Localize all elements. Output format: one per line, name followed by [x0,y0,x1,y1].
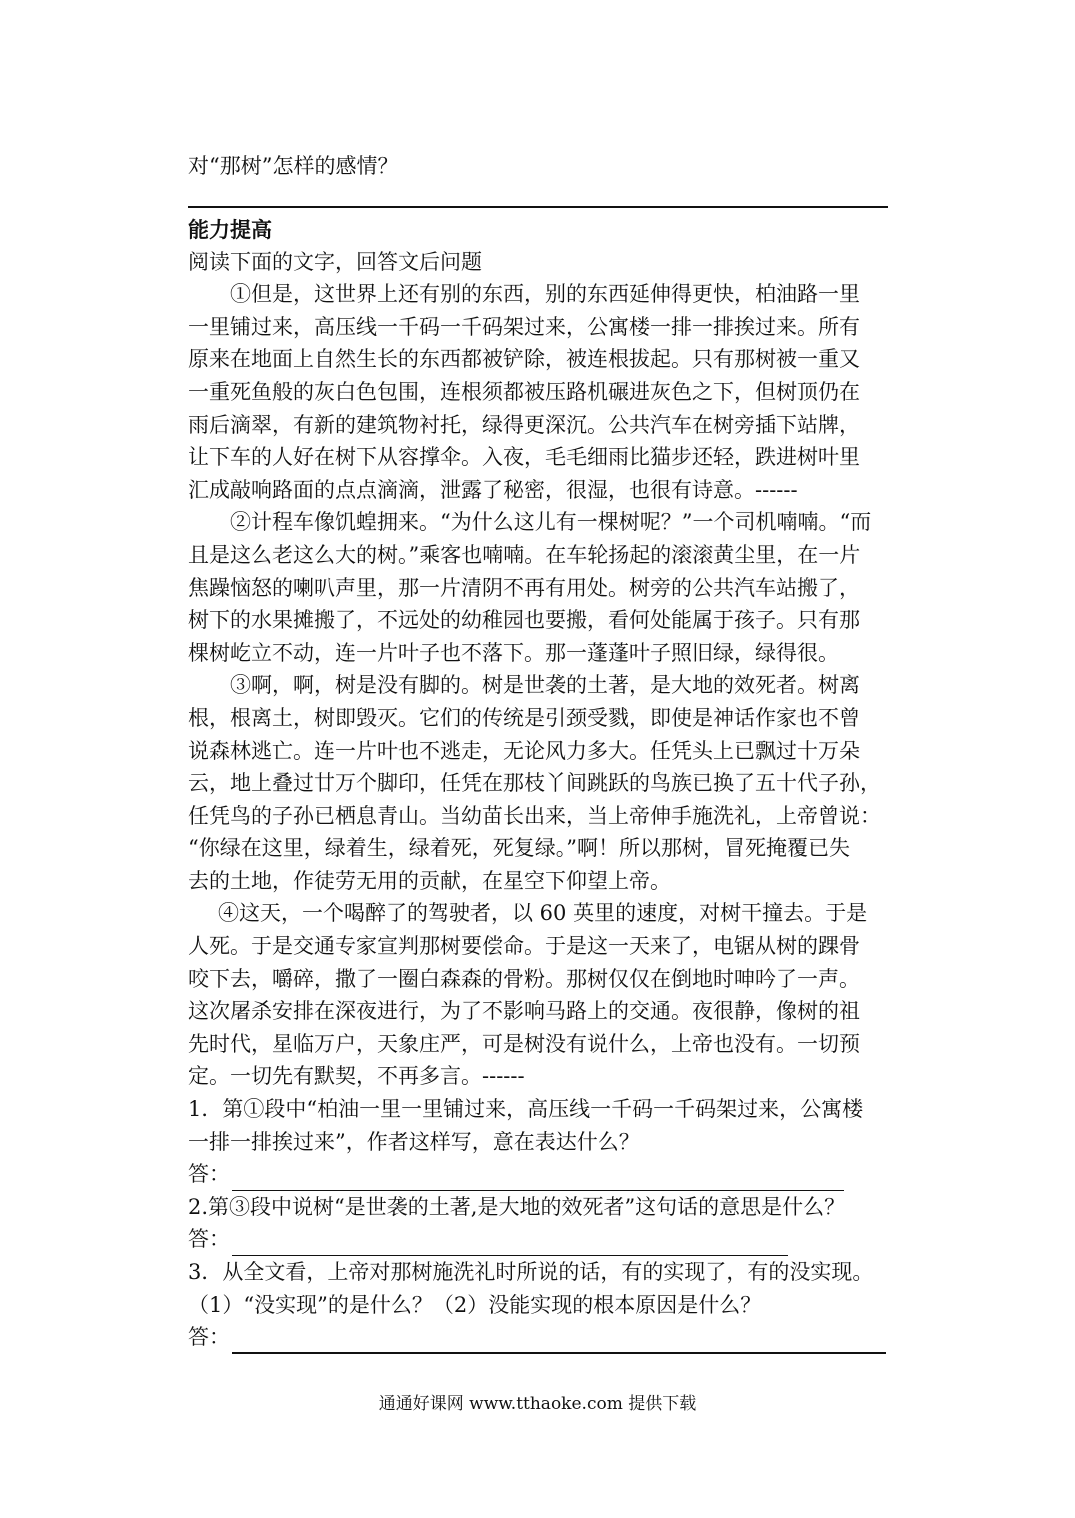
instruction: 阅读下面的文字，回答文后问题 [188,249,482,274]
passage-line: 一里铺过来，高压线一千码一千码架过来，公寓楼一排一排挨过来。所有 [188,314,860,339]
passage-line: 棵树屹立不动，连一片叶子也不落下。那一蓬蓬叶子照旧绿，绿得很。 [188,640,839,665]
question-1 [188,1093,888,1191]
answer-row [188,1321,888,1354]
paragraph-2 [188,506,888,669]
section-title: 能力提高 [188,217,272,242]
passage-line: 树下的水果摊搬了，不远处的幼稚园也要搬，看何处能属于孩子。只有那 [188,608,860,633]
question-text: 一排一排挨过来”，作者这样写，意在表达什么？ [188,1129,640,1154]
passage-line: 根，根离土，树即毁灭。它们的传统是引颈受戮，即使是神话作家也不曾 [188,705,860,730]
passage-line: 让下车的人好在树下从容撑伞。入夜，毛毛细雨比猫步还轻，跌进树叶里 [188,445,860,470]
passage-line: ①但是，这世界上还有别的东西，别的东西延伸得更快，柏油路一里 [230,282,860,307]
passage-line: 一重死鱼般的灰白色包围，连根须都被压路机碾进灰色之下，但树顶仍在 [188,379,860,404]
passage-line: ④这天，一个喝醉了的驾驶者，以 60 英里的速度，对树干撞去。于是 [218,901,868,926]
passage-line: “你绿在这里，绿着生，绿着死，死复绿。”啊！所以那树，冒死掩覆已失 [188,836,850,861]
passage-line: 原来在地面上自然生长的东西都被铲除，被连根拔起。只有那树被一重又 [188,347,860,372]
document-page [188,150,888,1354]
answer-label: 答： [188,1227,230,1252]
passage-line: 且是这么老这么大的树。”乘客也喃喃。在车轮扬起的滚滚黄尘里，在一片 [188,542,861,567]
answer-blank-2[interactable] [232,1233,788,1256]
passage-line: 人死。于是交通专家宣判那树要偿命。于是这一天来了，电锯从树的踝骨 [188,934,860,959]
paragraph-3 [188,669,888,897]
passage-line: ③啊，啊，树是没有脚的。树是世袭的土著，是大地的效死者。树离 [230,673,860,698]
answer-row [188,1158,888,1191]
top-line: 对“那树”怎样的感情？ [188,154,399,178]
question-text: 1．第①段中“柏油一里一里铺过来，高压线一千码一千码架过来，公寓楼 [188,1097,864,1122]
question-3 [188,1256,888,1354]
question-2 [188,1191,888,1256]
answer-label: 答： [188,1162,230,1187]
passage-line: 云，地上叠过廿万个脚印，任凭在那枝丫间跳跃的鸟族已换了五十代子孙， [188,771,881,796]
paragraph-4 [188,897,888,1093]
question-text: （1）“没实现”的是什么？（2）没能实现的根本原因是什么？ [188,1292,762,1317]
question-text: 2.第③段中说树“是世袭的土著,是大地的效死者”这句话的意思是什么？ [188,1194,846,1219]
passage-line: 定。一切先有默契，不再多言。------ [188,1064,525,1089]
footer-credit: 通通好课网 www.tthaoke.com 提供下载 [378,1394,697,1414]
question-text: 3．从全文看，上帝对那树施洗礼时所说的话，有的实现了，有的没实现。 [188,1260,874,1284]
passage-line: ②计程车像饥蝗拥来。“为什么这儿有一棵树呢？”一个司机喃喃。“而 [230,510,872,535]
section-divider [188,206,888,208]
passage-line: 说森林逃亡。连一片叶也不逃走，无论风力多大。任凭头上已飘过十万朵 [188,738,860,763]
passage-line: 焦躁恼怒的喇叭声里，那一片清阴不再有用处。树旁的公共汽车站搬了， [188,575,860,600]
passage-line: 去的土地，作徒劳无用的贡献，在星空下仰望上帝。 [188,868,671,893]
passage-line: 先时代，星临万户，天象庄严，可是树没有说什么，上帝也没有。一切预 [188,1031,860,1056]
answer-blank-1[interactable] [232,1168,844,1191]
passage-line: 任凭鸟的子孙已栖息青山。当幼苗长出来，当上帝伸手施洗礼，上帝曾说： [188,803,881,828]
paragraph-1 [188,278,888,506]
passage-line: 咬下去，嚼碎，撒了一圈白森森的骨粉。那树仅仅在倒地时呻吟了一声。 [188,966,860,991]
answer-label: 答： [188,1325,230,1350]
passage-line: 汇成敲响路面的点点滴滴，泄露了秘密，很湿，也很有诗意。------ [188,477,798,502]
answer-row [188,1223,888,1256]
answer-blank-3[interactable] [232,1330,886,1354]
passage-line: 这次屠杀安排在深夜进行，为了不影响马路上的交通。夜很静，像树的祖 [188,999,860,1024]
passage-line: 雨后滴翠，有新的建筑物衬托，绿得更深沉。公共汽车在树旁插下站牌， [188,412,860,437]
